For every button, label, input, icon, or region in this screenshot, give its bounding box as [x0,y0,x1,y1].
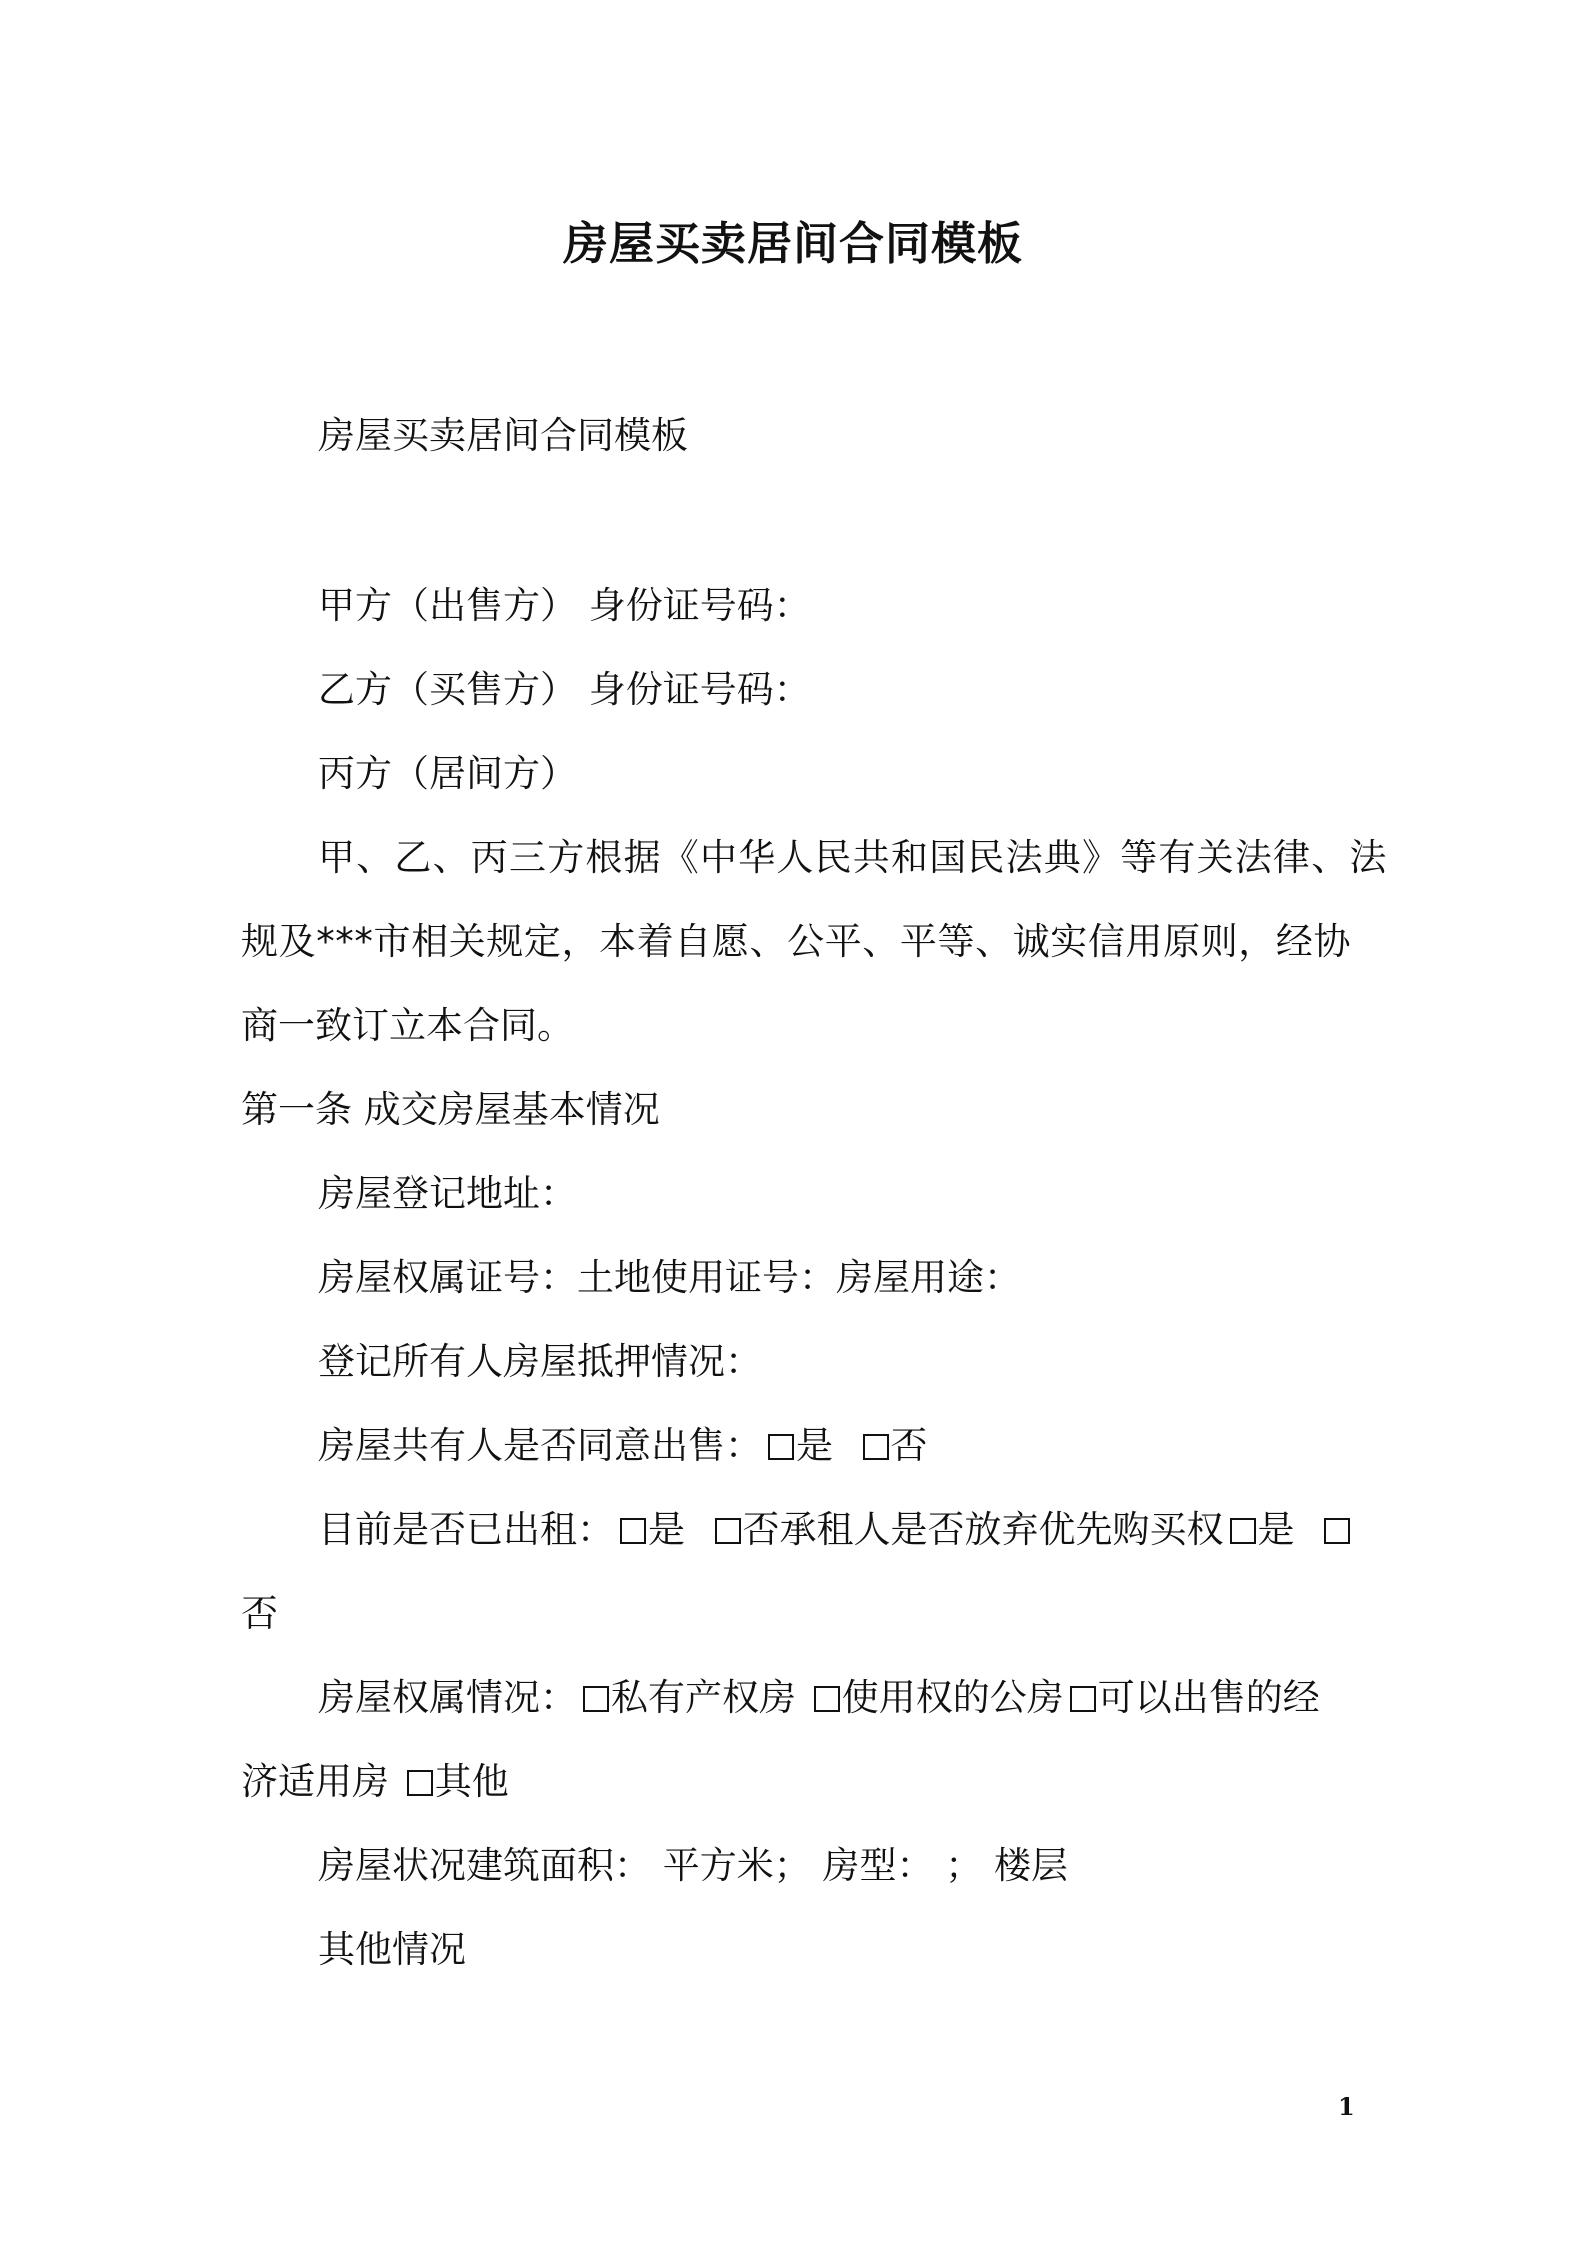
ownership-opt4-label: 其他 [434,1760,509,1803]
ownership-opt1-checkbox[interactable] [583,1686,609,1712]
rented-label: 目前是否已出租： [318,1508,614,1551]
coowner-no-checkbox[interactable] [863,1434,889,1460]
ownership-opt3-label-part2: 济适用房 [241,1760,389,1803]
document-subtitle: 房屋买卖居间合同模板 [318,414,688,457]
document-title: 房屋买卖居间合同模板 [562,217,1023,270]
tenant-yes-label: 是 [1257,1508,1295,1551]
rented-no-label: 否 [742,1508,780,1551]
preamble-line-2: 规及***市相关规定，本着自愿、公平、平等、诚实信用原则，经协 [241,920,1352,963]
mortgage-line: 登记所有人房屋抵押情况： [318,1340,762,1383]
rented-yes-checkbox[interactable] [620,1518,646,1544]
condition-line: 房屋状况建筑面积： 平方米； 房型： ； 楼层 [318,1844,1069,1887]
ownership-line [318,1673,1320,1723]
ownership-opt3-checkbox[interactable] [1070,1686,1096,1712]
preamble-line-1: 甲、乙、丙三方根据《中华人民共和国民法典》等有关法律、法 [318,836,1388,879]
other-line: 其他情况 [318,1928,466,1971]
ownership-opt2-label: 使用权的公房 [841,1676,1064,1719]
ownership-opt4-checkbox[interactable] [407,1770,433,1796]
party-b-line: 乙方（买售方） 身份证号码： [318,668,811,711]
tenant-no-checkbox[interactable] [1324,1518,1350,1544]
ownership-opt2-checkbox[interactable] [814,1686,840,1712]
rented-yes-label: 是 [648,1508,685,1551]
ownership-opt1-label: 私有产权房 [611,1676,796,1719]
coowner-label: 房屋共有人是否同意出售： [318,1424,762,1467]
ownership-line-2 [241,1757,509,1807]
page-number: 1 [1338,2092,1355,2121]
certificate-line: 房屋权属证号：土地使用证号：房屋用途： [318,1256,1021,1299]
coowner-line [318,1421,928,1471]
article-1-heading: 第一条 成交房屋基本情况 [241,1088,660,1131]
ownership-opt3-label-part1: 可以出售的经 [1097,1676,1320,1719]
preamble-line-3: 商一致订立本合同。 [241,1004,574,1047]
tenant-yes-checkbox[interactable] [1230,1518,1256,1544]
party-c-line: 丙方（居间方） [318,752,577,795]
tenant-no-label: 否 [241,1592,278,1635]
tenant-label: 承租人是否放弃优先购买权 [779,1508,1224,1551]
coowner-no-label: 否 [890,1424,928,1467]
coowner-yes-checkbox[interactable] [768,1434,794,1460]
rented-line [318,1505,1352,1555]
address-label: 房屋登记地址： [318,1172,577,1215]
ownership-label: 房屋权属情况： [318,1676,577,1719]
coowner-yes-label: 是 [796,1424,833,1467]
party-a-line: 甲方（出售方） 身份证号码： [318,584,811,627]
rented-no-checkbox[interactable] [715,1518,741,1544]
